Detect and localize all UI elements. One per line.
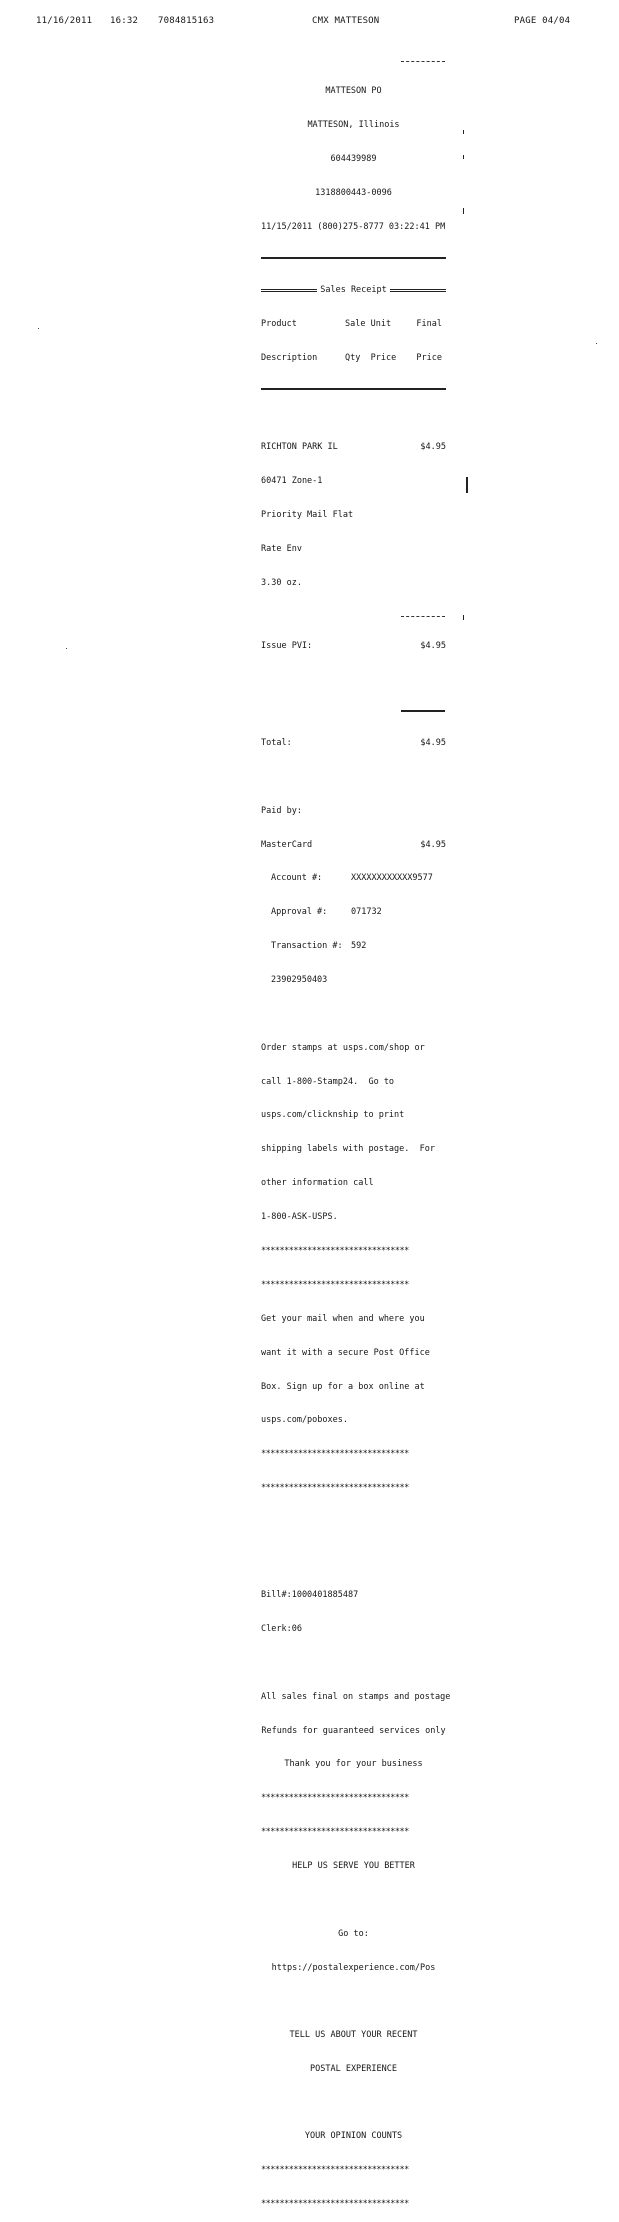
scan-speck (596, 343, 597, 344)
order-line: call 1-800-Stamp24. Go to (261, 1076, 395, 1087)
star-separator: ******************************** (261, 2165, 409, 2176)
transaction-row (261, 941, 446, 952)
star-separator: ******************************** (261, 1449, 409, 1460)
col-sale-unit-1 (345, 319, 397, 330)
store-zip: 604439989 (330, 153, 377, 164)
col-unit-1: Unit (370, 319, 392, 330)
order-line: Order stamps at usps.com/shop or (261, 1042, 425, 1053)
receipt-title-bar (261, 285, 446, 296)
issue-row (261, 641, 446, 652)
item-weight: 3.30 oz. (261, 577, 302, 588)
item-price: $4.95 (420, 442, 446, 453)
scan-mark (463, 130, 464, 134)
order-line: shipping labels with postage. For (261, 1144, 435, 1155)
approval-row (261, 907, 446, 918)
order-line: 1-800-ASK-USPS. (261, 1212, 338, 1223)
scan-mark (466, 477, 468, 493)
survey-url: https://postalexperience.com/Pos (271, 1962, 436, 1973)
approval-value: 071732 (351, 907, 382, 918)
order-line: other information call (261, 1178, 374, 1189)
scan-mark (463, 208, 464, 214)
pobox-line: usps.com/poboxes. (261, 1415, 348, 1426)
col-product-1: Product (261, 319, 297, 330)
sales-receipt (261, 40, 451, 2222)
fax-page-number: PAGE 04/04 (514, 16, 571, 26)
help-heading: HELP US SERVE YOU BETTER (292, 1861, 415, 1872)
pobox-line: Get your mail when and where you (261, 1313, 425, 1324)
column-headers (261, 353, 446, 364)
star-separator: ******************************** (261, 1245, 409, 1256)
item-description: RICHTON PARK IL (261, 442, 338, 453)
order-line: usps.com/clicknship to print (261, 1110, 405, 1121)
paid-by-label: Paid by: (261, 805, 302, 816)
col-qty-1: Sale (345, 319, 366, 330)
survey-line: TELL US ABOUT YOUR RECENT (289, 2029, 418, 2040)
account-value: XXXXXXXXXXXX9577 (351, 873, 433, 884)
store-phone: 1318800443-0096 (315, 187, 392, 198)
bill-number: Bill#:1000401885487 (261, 1590, 359, 1601)
item-service-cont: Rate Env (261, 543, 302, 554)
col-sale-unit-2 (345, 353, 397, 364)
divider (401, 61, 445, 64)
pobox-line: want it with a secure Post Office (261, 1347, 430, 1358)
col-final-1: Final (416, 319, 442, 330)
receipt-datetime: 11/15/2011 (800)275-8777 03:22:41 PM (261, 221, 446, 232)
store-name: MATTESON PO (325, 86, 382, 97)
star-separator: ******************************** (261, 1279, 409, 1290)
divider (401, 616, 445, 619)
card-type: MasterCard (261, 839, 313, 850)
policy-line: All sales final on stamps and postage (261, 1691, 451, 1702)
column-headers (261, 319, 446, 330)
col-qty-2: Qty (345, 353, 361, 364)
pobox-line: Box. Sign up for a box online at (261, 1381, 425, 1392)
total-label: Total: (261, 738, 292, 749)
divider (390, 289, 446, 292)
issue-amount: $4.95 (420, 641, 446, 652)
fax-date: 11/16/2011 (36, 16, 93, 26)
item-zone: 60471 Zone-1 (261, 475, 323, 486)
approval-label: Approval #: (271, 907, 328, 918)
scan-speck (66, 648, 67, 649)
transaction-value: 592 (351, 941, 367, 952)
scan-speck (38, 328, 39, 329)
reference-number: 23902950403 (271, 975, 328, 986)
fax-phone: 7084815163 (158, 16, 215, 26)
star-separator: ******************************** (261, 1483, 409, 1494)
item-service: Priority Mail Flat (261, 509, 354, 520)
fax-time: 16:32 (110, 16, 139, 26)
total-row (261, 738, 446, 749)
scan-mark (463, 155, 464, 159)
fax-sender: CMX MATTESON (312, 16, 380, 26)
star-separator: ******************************** (261, 2199, 409, 2210)
star-separator: ******************************** (261, 1827, 409, 1838)
col-product-2: Description (261, 353, 318, 364)
opinion-line: YOUR OPINION COUNTS (304, 2131, 403, 2142)
star-separator: ******************************** (261, 1793, 409, 1804)
scan-mark (463, 615, 464, 620)
divider (261, 289, 317, 292)
col-unit-2: Price (370, 353, 397, 364)
policy-line: Refunds for guaranteed services only (261, 1725, 446, 1736)
card-amount: $4.95 (420, 839, 446, 850)
divider (401, 710, 445, 715)
col-final-2: Price (416, 353, 442, 364)
survey-line: POSTAL EXPERIENCE (310, 2063, 397, 2074)
card-row (261, 840, 446, 851)
account-label: Account #: (271, 873, 323, 884)
divider (261, 257, 446, 262)
account-row (261, 873, 446, 884)
divider (261, 388, 446, 393)
thank-you-line: Thank you for your business (284, 1759, 423, 1770)
transaction-label: Transaction #: (271, 941, 343, 952)
issue-label: Issue PVI: (261, 641, 313, 652)
line-item (261, 442, 446, 453)
store-city: MATTESON, Illinois (307, 120, 400, 131)
total-amount: $4.95 (420, 738, 446, 749)
clerk-id: Clerk:06 (261, 1624, 302, 1635)
receipt-title: Sales Receipt (320, 285, 387, 296)
goto-label: Go to: (338, 1928, 369, 1939)
